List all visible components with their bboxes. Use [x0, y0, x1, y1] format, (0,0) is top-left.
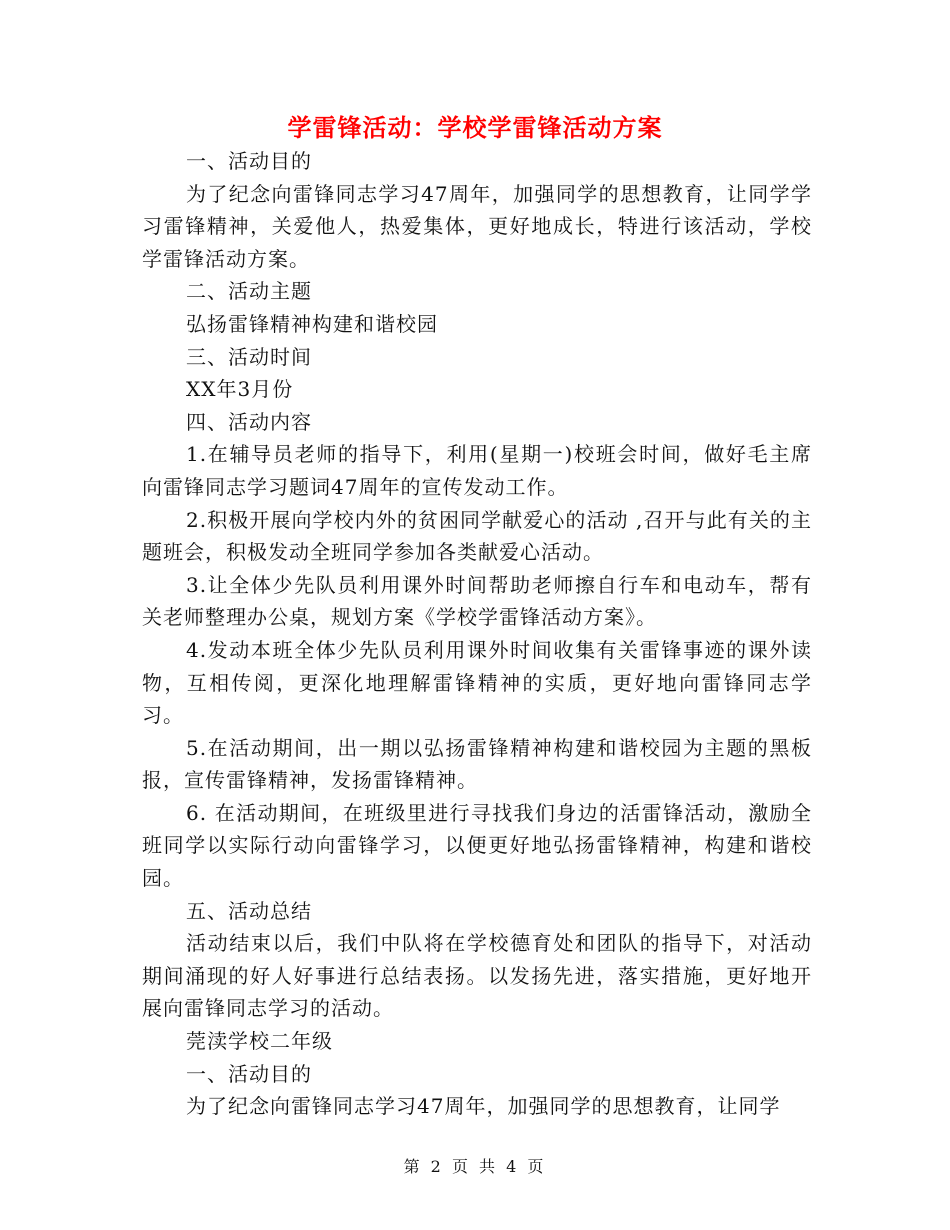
content-item-2: 2.积极开展向学校内外的贫困同学献爱心的活动 ,召开与此有关的主题班会，积极发动全班同学参加各类献爱心活动。 — [142, 507, 812, 565]
paragraph-purpose-repeat: 为了纪念向雷锋同志学习47周年，加强同学的思想教育，让同学 — [186, 1094, 781, 1119]
document-body — [142, 145, 812, 1123]
heading-purpose-repeat: 一、活动目的 — [186, 1061, 312, 1086]
heading-purpose: 一、活动目的 — [186, 149, 312, 173]
heading-content: 四、活动内容 — [186, 409, 312, 434]
heading-summary: 五、活动总结 — [186, 898, 312, 923]
heading-theme: 二、活动主题 — [186, 279, 312, 304]
paragraph-purpose: 为了纪念向雷锋同志学习47周年，加强同学的思想教育，让同学学习雷锋精神，关爱他人，热爱集体，更好地成长，特进行该活动，学校学雷锋活动方案。 — [142, 181, 812, 271]
content-item-6: 6. 在活动期间，在班级里进行寻找我们身边的活雷锋活动，激励全班同学以实际行动向雷锋学习，以便更好地弘扬雷锋精神，构建和谐校园。 — [142, 800, 812, 891]
school-signature: 莞渎学校二年级 — [186, 1029, 333, 1054]
document-title: 学雷锋活动：学校学雷锋活动方案 — [287, 113, 663, 142]
page-footer: 第 2 页 共 4 页 — [403, 1157, 547, 1176]
content-item-3: 3.让全体少先队员利用课外时间帮助老师擦自行车和电动车，帮有关老师整理办公桌，规划方案《学校学雷锋活动方案》。 — [142, 572, 812, 630]
content-item-1: 1.在辅导员老师的指导下，利用(星期一)校班会时间，做好毛主席向雷锋同志学习题词47周年的宣传发动工作。 — [142, 442, 812, 499]
heading-time: 三、活动时间 — [186, 344, 312, 369]
content-item-4: 4.发动本班全体少先队员利用课外时间收集有关雷锋事迹的课外读物，互相传阅，更深化地理解雷锋精神的实质，更好地向雷锋同志学习。 — [142, 637, 812, 728]
content-item-5: 5.在活动期间，出一期以弘扬雷锋精神构建和谐校园为主题的黑板报，宣传雷锋精神，发扬雷锋精神。 — [142, 735, 812, 793]
paragraph-theme: 弘扬雷锋精神构建和谐校园 — [186, 311, 438, 336]
paragraph-time: XX年3月份 — [186, 377, 294, 402]
paragraph-summary: 活动结束以后，我们中队将在学校德育处和团队的指导下，对活动期间涌现的好人好事进行总结表扬。以发扬先进，落实措施，更好地开展向雷锋同志学习的活动。 — [142, 931, 812, 1021]
